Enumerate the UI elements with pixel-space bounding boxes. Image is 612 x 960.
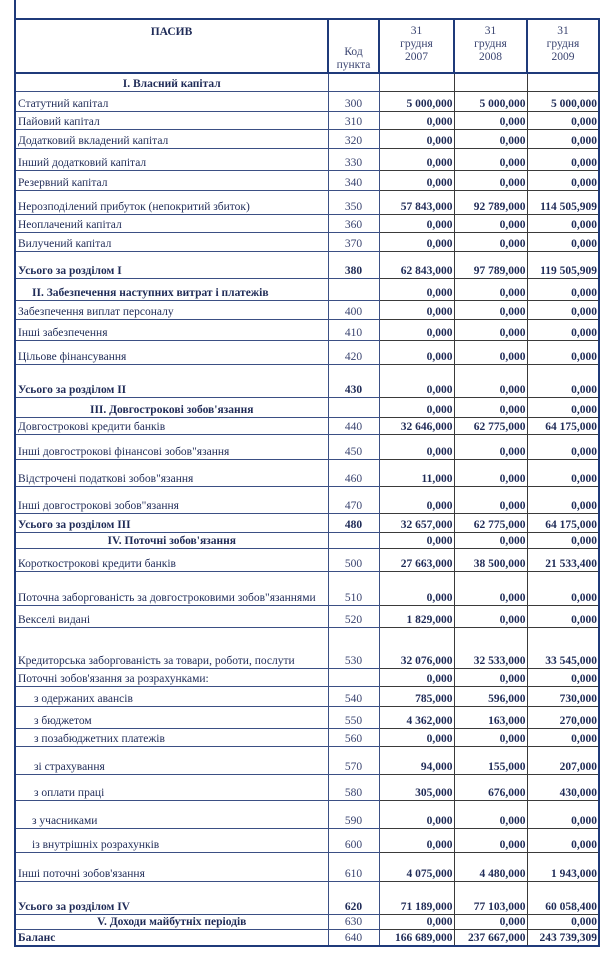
value-2007: 1 829,000: [379, 605, 454, 627]
value-2007: 32 646,000: [379, 417, 454, 434]
header-date-2009: [527, 19, 599, 73]
row-code: 630: [328, 914, 379, 929]
value-2008: 0,000: [454, 170, 527, 190]
row-code: [328, 668, 379, 686]
table-row: [15, 668, 599, 686]
header-title: ПАСИВ: [15, 19, 328, 73]
row-code: 400: [328, 300, 379, 319]
value-2009: 0,000: [527, 319, 599, 340]
row-label: Резервний капітал: [15, 170, 328, 190]
value-2007: 0,000: [379, 111, 454, 129]
value-2008: [454, 73, 527, 91]
value-2007: 0,000: [379, 434, 454, 459]
top-border-line: [14, 0, 16, 19]
value-2009: 1 943,000: [527, 852, 599, 881]
value-2007: 0,000: [379, 232, 454, 251]
value-2009: 0,000: [527, 278, 599, 300]
value-2008: 62 775,000: [454, 513, 527, 532]
value-2007: [379, 73, 454, 91]
row-code: 520: [328, 605, 379, 627]
value-2009: 119 505,909: [527, 251, 599, 278]
row-label: з оплати праці: [15, 774, 328, 800]
total-row: [15, 251, 599, 278]
value-2009: 0,000: [527, 486, 599, 513]
row-label: з учасниками: [15, 800, 328, 828]
row-label: Кредиторська заборгованість за товари, роботи, послути: [15, 627, 328, 668]
value-2008: 0,000: [454, 605, 527, 627]
value-2008: 0,000: [454, 459, 527, 486]
row-label: V. Доходи майбутніх періодів: [15, 914, 328, 929]
row-code: 320: [328, 129, 379, 148]
table-row: [15, 434, 599, 459]
value-2008: 0,000: [454, 232, 527, 251]
row-label: із внутрішніх розрахунків: [15, 828, 328, 852]
row-label: Поточна заборгованість за довгостроковими зобов"язаннями: [15, 571, 328, 605]
row-code: 620: [328, 881, 379, 914]
value-2009: 0,000: [527, 232, 599, 251]
value-2009: 0,000: [527, 129, 599, 148]
row-label: I. Власний капітал: [15, 73, 328, 91]
value-2008: 0,000: [454, 148, 527, 170]
value-2007: 32 657,000: [379, 513, 454, 532]
table-row: [15, 417, 599, 434]
row-label: Баланс: [15, 929, 328, 946]
header-date-month: грудня: [474, 38, 507, 50]
value-2007: 62 843,000: [379, 251, 454, 278]
value-2008: 92 789,000: [454, 190, 527, 214]
value-2009: 64 175,000: [527, 513, 599, 532]
value-2009: 0,000: [527, 571, 599, 605]
value-2008: 0,000: [454, 800, 527, 828]
section-row: [15, 397, 599, 417]
table-row: [15, 828, 599, 852]
value-2007: 0,000: [379, 914, 454, 929]
value-2007: 5 000,000: [379, 91, 454, 111]
value-2007: 32 076,000: [379, 627, 454, 668]
value-2008: 0,000: [454, 434, 527, 459]
value-2008: 5 000,000: [454, 91, 527, 111]
value-2009: 730,000: [527, 686, 599, 706]
value-2008: 32 533,000: [454, 627, 527, 668]
row-code: 410: [328, 319, 379, 340]
value-2009: 0,000: [527, 605, 599, 627]
header-row: [15, 19, 599, 73]
row-code: 430: [328, 364, 379, 397]
value-2008: 0,000: [454, 340, 527, 364]
row-label: Забезпечення виплат персоналу: [15, 300, 328, 319]
row-label: Статутний капітал: [15, 91, 328, 111]
row-label: Вилучений капітал: [15, 232, 328, 251]
value-2007: 0,000: [379, 340, 454, 364]
row-label: Поточні зобов'язання за розрахунками:: [15, 668, 328, 686]
value-2008: 0,000: [454, 278, 527, 300]
value-2007: 0,000: [379, 668, 454, 686]
value-2008: 0,000: [454, 828, 527, 852]
value-2008: 163,000: [454, 706, 527, 728]
value-2007: 0,000: [379, 129, 454, 148]
value-2009: 0,000: [527, 800, 599, 828]
table-row: [15, 686, 599, 706]
value-2009: 0,000: [527, 668, 599, 686]
value-2009: 0,000: [527, 459, 599, 486]
table-row: [15, 148, 599, 170]
table-row: [15, 459, 599, 486]
row-label: Інші довгострокові фінансові зобов"язання: [15, 434, 328, 459]
total-row: [15, 513, 599, 532]
section-row: [15, 532, 599, 548]
value-2007: 0,000: [379, 800, 454, 828]
table-row: [15, 319, 599, 340]
table-row: [15, 728, 599, 746]
table-row: [15, 129, 599, 148]
row-code: 450: [328, 434, 379, 459]
header-code-line1: Код: [344, 46, 363, 58]
row-label: Усього за розділом III: [15, 513, 328, 532]
table-row: [15, 340, 599, 364]
row-label: з одержаних авансів: [15, 686, 328, 706]
row-code: 540: [328, 686, 379, 706]
value-2007: 0,000: [379, 364, 454, 397]
row-code: [328, 397, 379, 417]
value-2007: 71 189,000: [379, 881, 454, 914]
total-row: [15, 364, 599, 397]
value-2007: 0,000: [379, 214, 454, 232]
header-date-year: 2007: [405, 51, 428, 63]
value-2007: 0,000: [379, 170, 454, 190]
value-2007: 4 075,000: [379, 852, 454, 881]
value-2008: 0,000: [454, 111, 527, 129]
table-row: [15, 852, 599, 881]
row-label: Нерозподілений прибуток (непокритий збиток): [15, 190, 328, 214]
row-code: 310: [328, 111, 379, 129]
value-2009: 0,000: [527, 397, 599, 417]
row-code: [328, 532, 379, 548]
header-date-day: 31: [410, 25, 423, 37]
value-2008: 0,000: [454, 397, 527, 417]
row-label: II. Забезпечення наступних витрат і платежів: [15, 278, 328, 300]
row-code: [328, 278, 379, 300]
value-2007: 0,000: [379, 148, 454, 170]
table-row: [15, 111, 599, 129]
table-row: [15, 746, 599, 774]
value-2009: 33 545,000: [527, 627, 599, 668]
value-2009: 60 058,400: [527, 881, 599, 914]
value-2008: 155,000: [454, 746, 527, 774]
row-code: 590: [328, 800, 379, 828]
header-date-month: грудня: [400, 38, 433, 50]
value-2007: 0,000: [379, 278, 454, 300]
value-2007: 166 689,000: [379, 929, 454, 946]
value-2008: 0,000: [454, 668, 527, 686]
value-2009: 0,000: [527, 214, 599, 232]
value-2007: 0,000: [379, 319, 454, 340]
header-date-2008: [454, 19, 527, 73]
table-row: [15, 548, 599, 571]
value-2008: 0,000: [454, 300, 527, 319]
table-row: [15, 170, 599, 190]
value-2008: 0,000: [454, 532, 527, 548]
table-row: [15, 486, 599, 513]
row-label: III. Довгострокові зобов'язання: [15, 397, 328, 417]
row-label: з бюджетом: [15, 706, 328, 728]
row-code: 500: [328, 548, 379, 571]
row-code: 480: [328, 513, 379, 532]
row-code: 370: [328, 232, 379, 251]
value-2007: 0,000: [379, 532, 454, 548]
value-2009: 270,000: [527, 706, 599, 728]
row-code: 420: [328, 340, 379, 364]
header-code: [328, 19, 379, 73]
table-row: [15, 91, 599, 111]
value-2009: [527, 73, 599, 91]
value-2007: 27 663,000: [379, 548, 454, 571]
row-label: з позабюджетних платежів: [15, 728, 328, 746]
row-label: Усього за розділом IV: [15, 881, 328, 914]
value-2008: 97 789,000: [454, 251, 527, 278]
value-2008: 596,000: [454, 686, 527, 706]
row-code: 560: [328, 728, 379, 746]
header-date-year: 2008: [479, 51, 502, 63]
row-code: 510: [328, 571, 379, 605]
table-row: [15, 800, 599, 828]
row-label: Усього за розділом II: [15, 364, 328, 397]
row-code: 380: [328, 251, 379, 278]
value-2008: 0,000: [454, 914, 527, 929]
row-code: 550: [328, 706, 379, 728]
row-code: 570: [328, 746, 379, 774]
value-2007: 0,000: [379, 397, 454, 417]
section-row: [15, 278, 599, 300]
table-row: [15, 232, 599, 251]
table-row: [15, 214, 599, 232]
value-2009: 207,000: [527, 746, 599, 774]
table-row: [15, 571, 599, 605]
value-2008: 0,000: [454, 728, 527, 746]
value-2009: 0,000: [527, 364, 599, 397]
row-code: 330: [328, 148, 379, 170]
row-label: Довгострокові кредити банків: [15, 417, 328, 434]
total-row: [15, 881, 599, 914]
value-2009: 21 533,400: [527, 548, 599, 571]
value-2008: 4 480,000: [454, 852, 527, 881]
value-2008: 0,000: [454, 214, 527, 232]
value-2007: 0,000: [379, 571, 454, 605]
row-label: Інші довгострокові зобов"язання: [15, 486, 328, 513]
value-2009: 0,000: [527, 148, 599, 170]
row-label: Векселі видані: [15, 605, 328, 627]
table-row: [15, 605, 599, 627]
value-2009: 430,000: [527, 774, 599, 800]
row-label: зі страхування: [15, 746, 328, 774]
row-code: 340: [328, 170, 379, 190]
value-2009: 243 739,309: [527, 929, 599, 946]
value-2009: 0,000: [527, 914, 599, 929]
row-label: Інші забезпечення: [15, 319, 328, 340]
value-2009: 0,000: [527, 340, 599, 364]
value-2008: 0,000: [454, 364, 527, 397]
table-row: [15, 190, 599, 214]
header-date-month: грудня: [546, 38, 580, 50]
value-2008: 0,000: [454, 486, 527, 513]
value-2008: 38 500,000: [454, 548, 527, 571]
balance-sheet-liabilities-table: [14, 18, 600, 947]
value-2007: 11,000: [379, 459, 454, 486]
value-2009: 114 505,909: [527, 190, 599, 214]
row-code: 460: [328, 459, 379, 486]
section-row: [15, 914, 599, 929]
table-row: [15, 774, 599, 800]
value-2009: 0,000: [527, 728, 599, 746]
value-2008: 237 667,000: [454, 929, 527, 946]
header-date-2007: [379, 19, 454, 73]
value-2009: 0,000: [527, 111, 599, 129]
row-label: Усього за розділом I: [15, 251, 328, 278]
header-date-day: 31: [484, 25, 497, 37]
value-2008: 62 775,000: [454, 417, 527, 434]
value-2007: 57 843,000: [379, 190, 454, 214]
header-date-day: 31: [557, 25, 569, 37]
header-code-line2: пункта: [336, 59, 371, 71]
row-code: 300: [328, 91, 379, 111]
table-row: [15, 706, 599, 728]
row-label: Короткострокові кредити банків: [15, 548, 328, 571]
value-2007: 305,000: [379, 774, 454, 800]
row-label: IV. Поточні зобов'язання: [15, 532, 328, 548]
row-label: Неоплачений капітал: [15, 214, 328, 232]
row-label: Додатковий вкладений капітал: [15, 129, 328, 148]
row-code: 530: [328, 627, 379, 668]
header-date-year: 2009: [551, 51, 575, 63]
value-2007: 94,000: [379, 746, 454, 774]
table-row: [15, 627, 599, 668]
value-2009: 0,000: [527, 532, 599, 548]
table-row: [15, 300, 599, 319]
row-code: 640: [328, 929, 379, 946]
row-code: 600: [328, 828, 379, 852]
value-2009: 64 175,000: [527, 417, 599, 434]
row-code: 350: [328, 190, 379, 214]
value-2007: 0,000: [379, 300, 454, 319]
section-row: [15, 73, 599, 91]
value-2007: 785,000: [379, 686, 454, 706]
value-2008: 0,000: [454, 129, 527, 148]
value-2009: 0,000: [527, 300, 599, 319]
row-code: 610: [328, 852, 379, 881]
row-code: 440: [328, 417, 379, 434]
row-label: Інший додатковий капітал: [15, 148, 328, 170]
value-2008: 0,000: [454, 319, 527, 340]
row-code: 580: [328, 774, 379, 800]
value-2008: 0,000: [454, 571, 527, 605]
value-2007: 0,000: [379, 728, 454, 746]
value-2007: 4 362,000: [379, 706, 454, 728]
row-code: 470: [328, 486, 379, 513]
row-code: [328, 73, 379, 91]
row-label: Відстрочені податкові зобов"язання: [15, 459, 328, 486]
value-2009: 0,000: [527, 170, 599, 190]
value-2009: 5 000,000: [527, 91, 599, 111]
value-2008: 676,000: [454, 774, 527, 800]
table-row: [15, 929, 599, 946]
value-2009: 0,000: [527, 434, 599, 459]
row-label: Інші поточні зобов'язання: [15, 852, 328, 881]
value-2009: 0,000: [527, 828, 599, 852]
row-label: Цільове фінансування: [15, 340, 328, 364]
value-2008: 77 103,000: [454, 881, 527, 914]
value-2007: 0,000: [379, 486, 454, 513]
row-label: Пайовий капітал: [15, 111, 328, 129]
row-code: 360: [328, 214, 379, 232]
value-2007: 0,000: [379, 828, 454, 852]
